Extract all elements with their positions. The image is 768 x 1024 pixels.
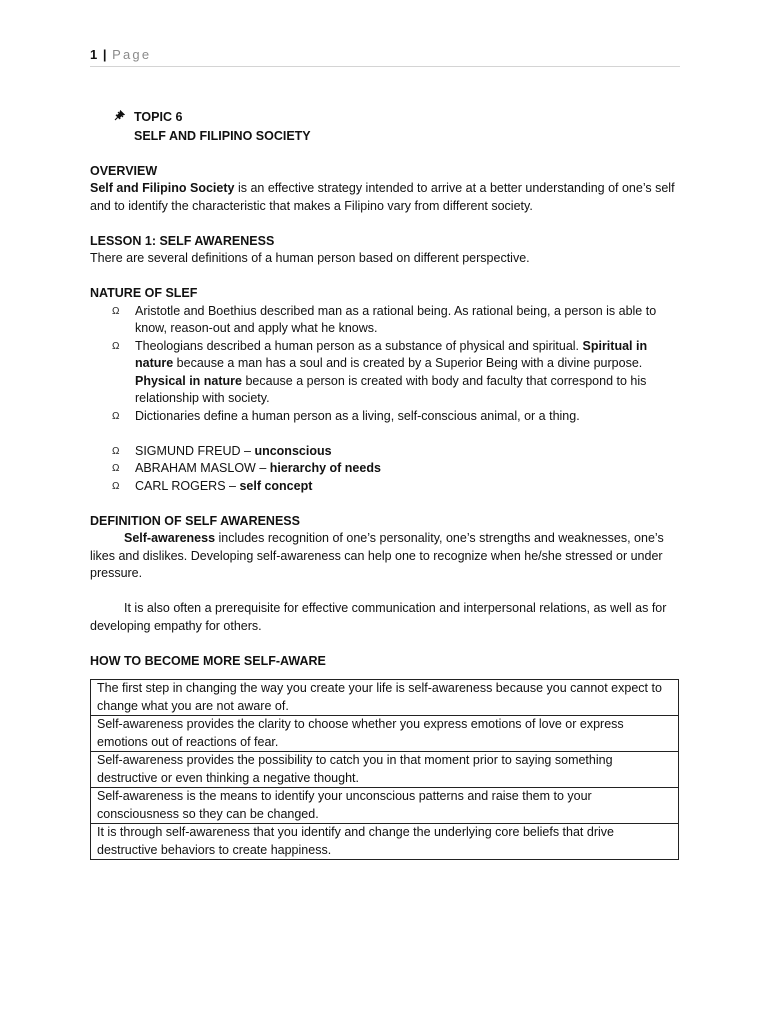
lesson-heading: LESSON 1: SELF AWARENESS	[90, 233, 275, 248]
omega-bullet-icon: Ω	[112, 305, 120, 317]
page-number: 1	[90, 47, 98, 62]
list-item: Ω ABRAHAM MASLOW – hierarchy of needs	[90, 460, 680, 478]
page-word: Page	[112, 47, 152, 62]
document-body	[90, 109, 680, 860]
omega-bullet-icon: Ω	[112, 445, 120, 457]
table-cell: Self-awareness provides the clarity to choose whether you express emotions of love or express emotions out of reactions of fear.	[91, 716, 679, 752]
definition-paragraph-2: It is also often a prerequisite for effective communication and interpersonal relations, as well as for developing empathy for others.	[90, 601, 667, 633]
page-header	[90, 47, 680, 67]
list-item: Ω CARL ROGERS – self concept	[90, 478, 680, 496]
list-item: Ω Theologians described a human person as a substance of physical and spiritual. Spiritual in nature because a man has a soul and is created by a Superior Being with a divine purpose. Physical in nature because a person is created with body and faculty that correspond to his relationship with society.	[112, 338, 648, 405]
topic-title: SELF AND FILIPINO SOCIETY	[134, 128, 311, 143]
table-row	[91, 824, 679, 860]
overview-heading: OVERVIEW	[90, 163, 158, 178]
pin-icon	[114, 110, 134, 128]
omega-bullet-icon: Ω	[112, 340, 120, 352]
theorist-list	[90, 443, 680, 496]
list-item: Ω SIGMUND FREUD – unconscious	[90, 443, 680, 461]
table-row	[91, 788, 679, 824]
table-cell: It is through self-awareness that you identify and change the underlying core beliefs that drive destructive behaviors to create happiness.	[91, 824, 679, 860]
table-cell: The first step in changing the way you create your life is self-awareness because you cannot expect to change what you are not aware of.	[91, 680, 679, 716]
nature-list	[90, 303, 680, 426]
omega-bullet-icon: Ω	[112, 480, 120, 492]
table-cell: Self-awareness provides the possibility to catch you in that moment prior to saying something destructive or even thinking a negative thought.	[91, 752, 679, 788]
topic-heading	[114, 109, 680, 128]
omega-bullet-icon: Ω	[112, 463, 120, 474]
definition-heading: DEFINITION OF SELF AWARENESS	[90, 513, 300, 528]
table-row	[91, 680, 679, 716]
omega-bullet-icon: Ω	[112, 410, 120, 422]
lesson-text: There are several definitions of a human person based on different perspective.	[90, 251, 530, 265]
page-separator: |	[102, 47, 107, 62]
definition-paragraph-1: Self-awareness includes recognition of one’s personality, one’s strengths and weaknesses, one’s likes and dislikes. Developing self-awareness can help one to recognize when he/she stressed or under pressure.	[90, 531, 664, 580]
list-item: Ω Dictionaries define a human person as a living, self-conscious animal, or a thing.	[90, 408, 680, 426]
table-cell: Self-awareness is the means to identify your unconscious patterns and raise them to your consciousness so they can be changed.	[91, 788, 679, 824]
topic-label: TOPIC 6	[134, 110, 183, 124]
overview-paragraph: Self and Filipino Society is an effective strategy intended to arrive at a better understanding of one’s self and to identify the characteristic that makes a Filipino vary from different society.	[90, 181, 675, 213]
self-aware-table	[90, 679, 679, 860]
table-row	[91, 752, 679, 788]
list-item: Ω Aristotle and Boethius described man as a rational being. As rational being, a person is able to know, reason-out and apply what he knows.	[112, 303, 657, 335]
how-to-heading: HOW TO BECOME MORE SELF-AWARE	[90, 653, 326, 668]
nature-heading: NATURE OF SLEF	[90, 286, 198, 300]
table-row	[91, 716, 679, 752]
